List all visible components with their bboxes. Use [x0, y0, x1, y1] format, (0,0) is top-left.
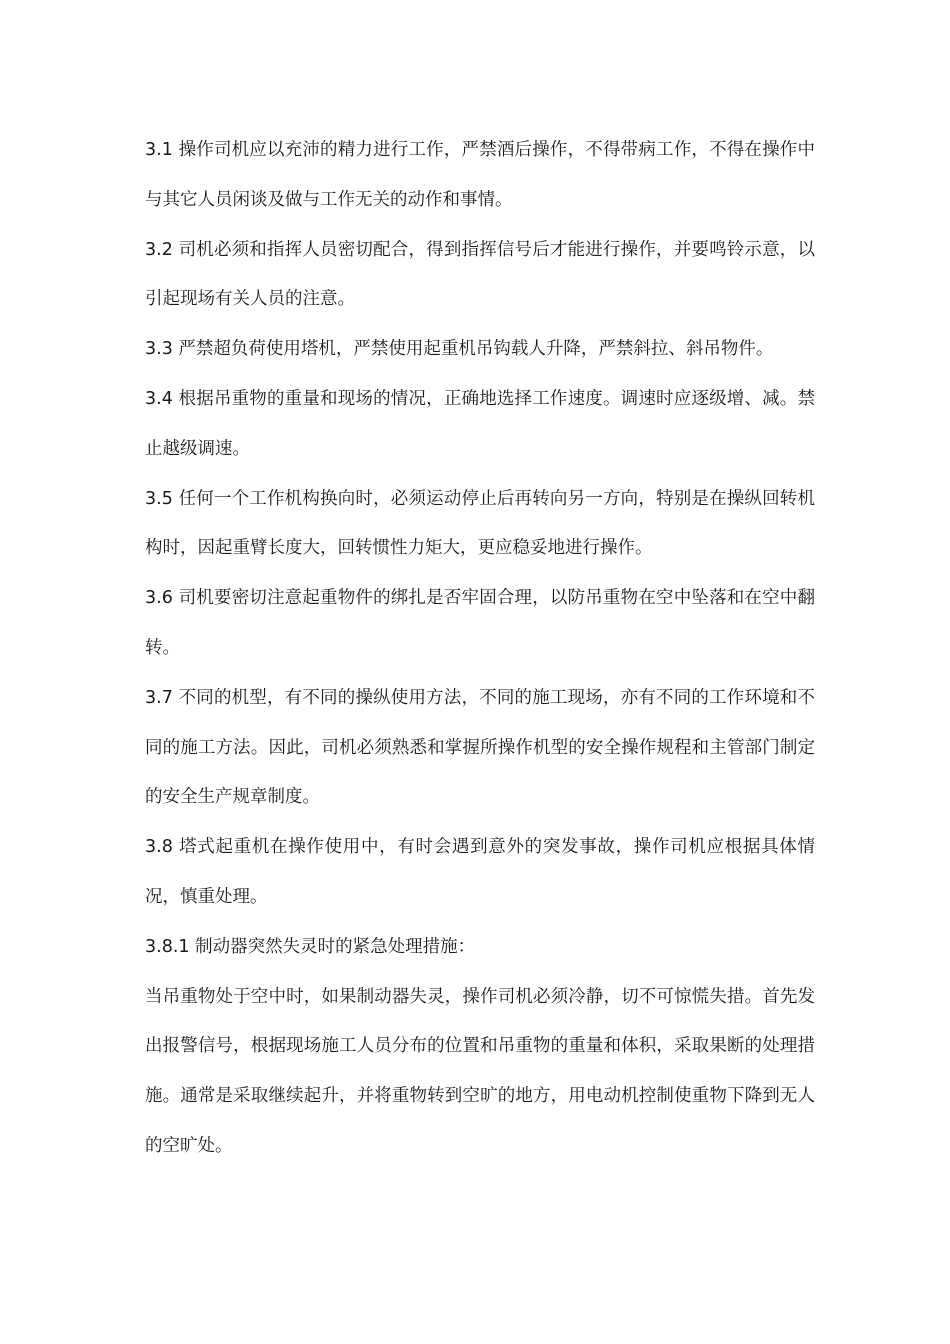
- paragraph-3-6: 3.6 司机要密切注意起重物件的绑扎是否牢固合理，以防吊重物在空中坠落和在空中翻转。: [145, 588, 815, 658]
- paragraph-3-8: 3.8 塔式起重机在操作使用中，有时会遇到意外的突发事故，操作司机应根据具体情况，慎重处理。: [145, 837, 815, 907]
- paragraph-3-2: 3.2 司机必须和指挥人员密切配合，得到指挥信号后才能进行操作，并要鸣铃示意，以引起现场有关人员的注意。: [145, 239, 815, 310]
- paragraph-3-5: 3.5 任何一个工作机构换向时，必须运动停止后再转向另一方向，特别是在操纵回转机构时，因起重臂长度大，回转惯性力矩大，更应稳妥地进行操作。: [145, 488, 815, 559]
- paragraph-3-3: 3.3 严禁超负荷使用塔机，严禁使用起重机吊钩载人升降，严禁斜拉、斜吊物件。: [145, 339, 774, 360]
- paragraph-3-8-1-heading: 3.8.1 制动器突然失灵时的紧急处理措施：: [145, 936, 476, 957]
- document-body: [145, 126, 815, 1172]
- paragraph-brake-failure-procedure: 当吊重物处于空中时，如果制动器失灵，操作司机必须冷静，切不可惊慌失措。首先发出报警信号，根据现场施工人员分布的位置和吊重物的重量和体积，采取果断的处理措施。通常是采取继续起升，并将重物转到空旷的地方，用电动机控制使重物下降到无人的空旷处。: [145, 986, 815, 1156]
- paragraph-3-7: 3.7 不同的机型，有不同的操纵使用方法，不同的施工现场，亦有不同的工作环境和不同的施工方法。因此，司机必须熟悉和掌握所操作机型的安全操作规程和主管部门制定的安全生产规章制度。: [145, 687, 815, 808]
- paragraph-3-1: 3.1 操作司机应以充沛的精力进行工作，严禁酒后操作，不得带病工作，不得在操作中与其它人员闲谈及做与工作无关的动作和事情。: [145, 140, 815, 210]
- paragraph-3-4: 3.4 根据吊重物的重量和现场的情况，正确地选择工作速度。调速时应逐级增、减。禁止越级调速。: [145, 388, 815, 459]
